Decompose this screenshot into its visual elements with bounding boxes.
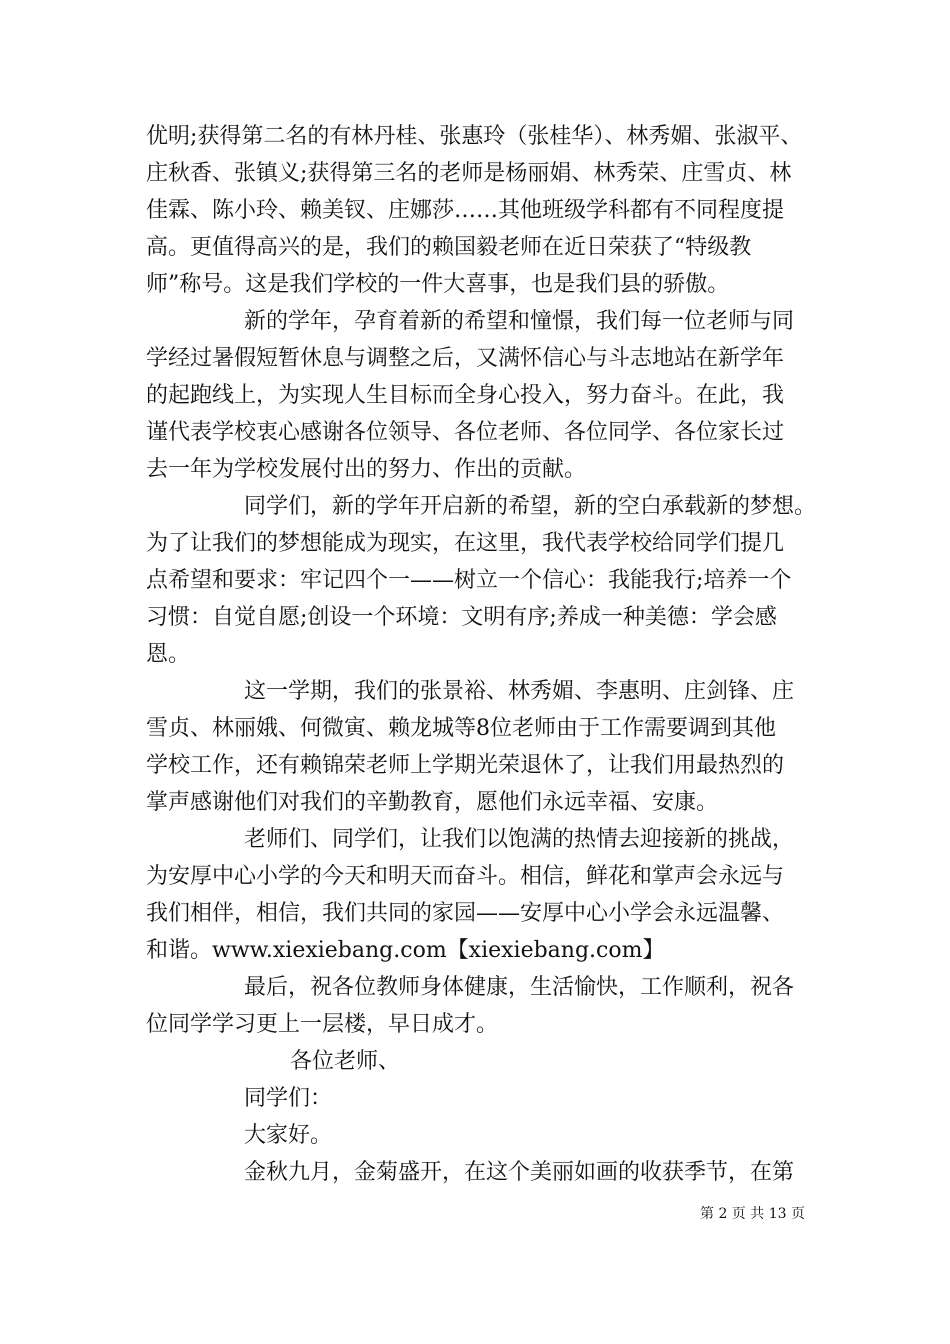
paragraph-start-line: 新的学年，孕育着新的希望和憧憬，我们每一位老师与同 <box>244 309 795 334</box>
text-line: 为安厚中心小学的今天和明天而奋斗。相信，鲜花和掌声会永远与 <box>146 864 785 889</box>
paragraph-start-line: 最后，祝各位教师身体健康，生活愉快，工作顺利，祝各 <box>244 975 795 1000</box>
page-number: 第 2 页 共 13 页 <box>700 1206 805 1222</box>
text-line: 恩。 <box>146 642 191 667</box>
text-line: 师”称号。这是我们学校的一件大喜事，也是我们县的骄傲。 <box>146 272 730 297</box>
text-line: 我们相伴，相信，我们共同的家园——安厚中心小学会永远温馨、 <box>146 901 785 926</box>
text-line: 掌声感谢他们对我们的辛勤教育，愿他们永远幸福、安康。 <box>146 790 719 815</box>
text-line: 点希望和要求：牢记四个一——树立一个信心：我能我行;培养一个 <box>146 568 792 593</box>
salutation-line: 各位老师、 <box>290 1049 401 1074</box>
text-line: 习惯：自觉自愿;创设一个环境：文明有序;养成一种美德：学会感 <box>146 605 777 630</box>
text-line: 学校工作，还有赖锦荣老师上学期光荣退休了，让我们用最热烈的 <box>146 753 785 778</box>
text-line: 谨代表学校衷心感谢各位领导、各位老师、各位同学、各位家长过 <box>146 420 785 445</box>
paragraph-start-line: 这一学期，我们的张景裕、林秀媚、李惠明、庄剑锋、庄 <box>244 679 795 704</box>
text-line: 和谐。www.xiexiebang.com【xiexiebang.com】 <box>146 938 665 963</box>
text-line: 佳霖、陈小玲、赖美钗、庄娜莎……其他班级学科都有不同程度提 <box>146 198 785 223</box>
text-line: 的起跑线上，为实现人生目标而全身心投入，努力奋斗。在此，我 <box>146 383 785 408</box>
text-line: 优明;获得第二名的有林丹桂、张惠玲（张桂华）、林秀媚、张淑平、 <box>146 124 803 149</box>
paragraph-start-line: 金秋九月，金菊盛开，在这个美丽如画的收获季节，在第 <box>244 1160 795 1185</box>
text-line: 高。更值得高兴的是，我们的赖国毅老师在近日荣获了“特级教 <box>146 235 752 260</box>
text-line: 学经过暑假短暂休息与调整之后，又满怀信心与斗志地站在新学年 <box>146 346 785 371</box>
salutation-line: 同学们： <box>244 1086 333 1111</box>
paragraph-start-line: 同学们，新的学年开启新的希望，新的空白承载新的梦想。 <box>244 494 817 519</box>
paragraph-start-line: 老师们、同学们，让我们以饱满的热情去迎接新的挑战， <box>244 827 795 852</box>
text-line: 去一年为学校发展付出的努力、作出的贡献。 <box>146 457 587 482</box>
text-line: 庄秋香、张镇义;获得第三名的老师是杨丽娟、林秀荣、庄雪贞、林 <box>146 161 792 186</box>
text-line: 为了让我们的梦想能成为现实，在这里，我代表学校给同学们提几 <box>146 531 785 556</box>
greeting-line: 大家好。 <box>244 1123 333 1148</box>
text-line: 位同学学习更上一层楼，早日成才。 <box>146 1012 499 1037</box>
document-body <box>146 118 817 1191</box>
text-line: 雪贞、林丽娥、何微寅、赖龙城等8位老师由于工作需要调到其他 <box>146 716 776 741</box>
